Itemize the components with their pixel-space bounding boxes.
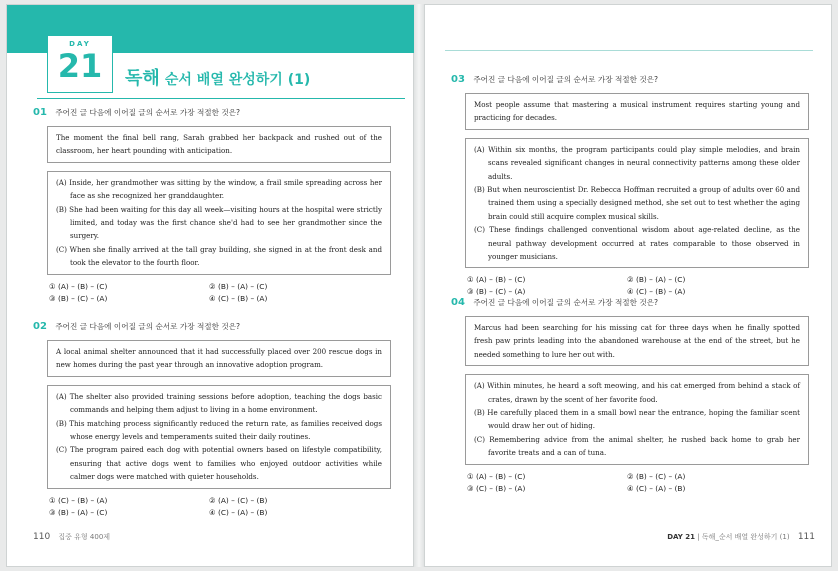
choice-2[interactable]: ② (B) – (A) – (C) [209, 281, 268, 291]
choice-2[interactable]: ② (B) – (C) – (A) [627, 471, 686, 481]
options-box [47, 385, 391, 489]
right-footer [667, 532, 815, 542]
answer-choices [49, 496, 403, 517]
choice-3[interactable]: ③ (B) – (A) – (C) [49, 507, 108, 517]
left-page [6, 4, 414, 567]
unit-title [125, 64, 310, 90]
day-badge [47, 35, 113, 93]
choice-3[interactable]: ③ (B) – (C) – (A) [49, 293, 108, 303]
choice-1[interactable]: ① (C) – (B) – (A) [49, 495, 108, 505]
option-b: (B) She had been waiting for this day all week—visiting hours at the hospital were strictly limited, and today was the first chance she'd had to see her grandmother since the surgery. [56, 204, 382, 241]
intro-box [47, 340, 391, 377]
option-b: (B) He carefully placed them in a small bowl near the entrance, hoping the familiar scent would draw her out of hiding. [474, 408, 800, 431]
choice-4[interactable]: ④ (C) – (B) – (A) [627, 287, 686, 297]
option-b: (B) This matching process significantly reduced the return rate, as families received dogs whose energy levels and temperaments suited their daily routines. [56, 418, 382, 442]
answer-choices [467, 275, 821, 296]
choice-4[interactable]: ④ (C) – (A) – (B) [627, 483, 686, 493]
intro-text: A local animal shelter announced that it had successfully placed over 200 rescue dogs in new homes during the past year through an innovative adoption program. [56, 347, 382, 370]
option-c: (C) The program paired each dog with potential owners based on lifestyle compatibility, ensuring that active dogs went to families who enjoyed outdoor activities while calmer dogs were matched with quieter households. [56, 445, 382, 482]
option-a: (A) Within six months, the program participants could play simple melodies, and brain scans revealed significant changes in neural connectivity patterns among these older adults. [474, 144, 800, 181]
choice-3[interactable]: ③ (B) – (C) – (A) [467, 287, 526, 297]
question-prompt: 주어진 글 다음에 이어질 글의 순서로 가장 적절한 것은? [55, 322, 241, 331]
answer-choices [467, 472, 821, 493]
question-header [451, 74, 821, 85]
question-number: 01 [33, 107, 47, 118]
unit-title-sub: 순서 배열 완성하기 (1) [164, 72, 311, 88]
top-divider [445, 50, 813, 51]
intro-box [47, 126, 391, 163]
options-box [47, 171, 391, 275]
intro-text: Most people assume that mastering a musical instrument requires starting young and practicing for decades. [474, 100, 800, 123]
answer-choices [49, 282, 403, 303]
choice-2[interactable]: ② (B) – (A) – (C) [627, 275, 686, 285]
question-02 [33, 321, 403, 517]
choice-4[interactable]: ④ (C) – (B) – (A) [209, 293, 268, 303]
question-number: 03 [451, 74, 465, 85]
page-number: 110 [33, 532, 51, 542]
options-box [465, 138, 809, 269]
option-c: (C) Remembering advice from the animal shelter, he rushed back home to grab her favorite treats and a can of tuna. [474, 434, 800, 458]
question-prompt: 주어진 글 다음에 이어질 글의 순서로 가장 적절한 것은? [473, 75, 659, 84]
question-03 [451, 74, 821, 296]
choice-4[interactable]: ④ (C) – (A) – (B) [209, 507, 268, 517]
option-a: (A) Inside, her grandmother was sitting by the window, a frail smile spreading across her face as she recognized her granddaughter. [56, 177, 382, 201]
question-01 [33, 107, 403, 303]
right-page [424, 4, 832, 567]
footer-day: DAY 21 [667, 533, 696, 541]
page-number: 111 [797, 532, 815, 542]
options-box [465, 374, 809, 464]
question-prompt: 주어진 글 다음에 이어질 글의 순서로 가장 적절한 것은? [473, 298, 659, 307]
option-a: (A) The shelter also provided training sessions before adoption, teaching the dogs basic commands and helping them adjust to living in a home environment. [56, 391, 382, 415]
intro-text: The moment the final bell rang, Sarah grabbed her backpack and rushed out of the classroom, her heart pounding with anticipation. [56, 133, 382, 156]
option-b: (B) But when neuroscientist Dr. Rebecca Hoffman recruited a group of adults over 60 and trained them using a specially designed method, she set out to test whether the aging brain could still acquire complex musical skills. [474, 185, 800, 221]
footer-text: 독해_순서 배열 완성하기 (1) [701, 533, 790, 541]
unit-title-main: 독해 [125, 68, 160, 89]
day-number: 21 [57, 47, 103, 85]
book-spine [414, 4, 424, 567]
option-c: (C) These findings challenged conventional wisdom about age-related decline, as the neural pathway development occurred at rates comparable to those observed in younger musicians. [474, 225, 800, 262]
footer-text: 집중 유형 400제 [58, 533, 111, 541]
left-footer [33, 532, 110, 542]
choice-1[interactable]: ① (A) – (B) – (C) [467, 471, 526, 481]
choice-1[interactable]: ① (A) – (B) – (C) [49, 281, 108, 291]
title-divider [37, 98, 405, 99]
question-header [451, 297, 821, 308]
choice-1[interactable]: ① (A) – (B) – (C) [467, 275, 526, 285]
question-header [33, 321, 403, 332]
intro-box [465, 316, 809, 366]
question-04 [451, 297, 821, 493]
intro-box [465, 93, 809, 130]
question-number: 04 [451, 297, 465, 308]
option-a: (A) Within minutes, he heard a soft meowing, and his cat emerged from behind a stack of crates, drawn by the scent of her favorite food. [474, 381, 800, 404]
intro-text: Marcus had been searching for his missing cat for three days when he finally spotted fresh paw prints leading into the abandoned warehouse at the end of the street, but he needed something to lure her out with. [474, 323, 800, 359]
choice-3[interactable]: ③ (C) – (B) – (A) [467, 483, 526, 493]
day-label: DAY [69, 40, 91, 48]
question-prompt: 주어진 글 다음에 이어질 글의 순서로 가장 적절한 것은? [55, 108, 241, 117]
option-c: (C) When she finally arrived at the tall gray building, she signed in at the front desk and took the elevator to the fourth floor. [56, 244, 382, 268]
question-number: 02 [33, 321, 47, 332]
footer-separator: | [697, 533, 700, 541]
question-header [33, 107, 403, 118]
choice-2[interactable]: ② (A) – (C) – (B) [209, 495, 268, 505]
